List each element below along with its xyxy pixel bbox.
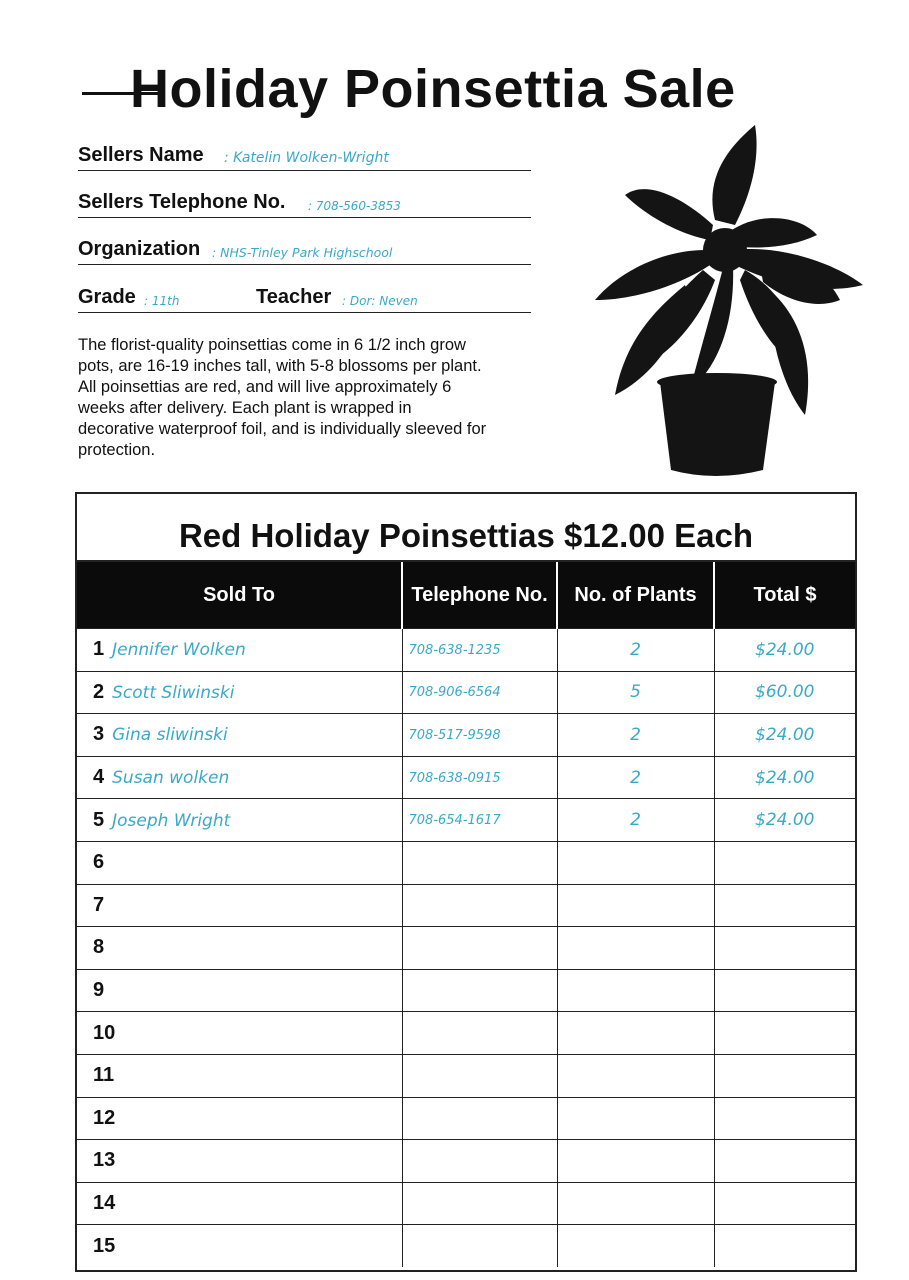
plants-value: 2 (630, 767, 641, 788)
telephone-value (403, 898, 409, 913)
total-cell[interactable] (714, 969, 855, 1012)
sold-to-value: Gina sliwinski (112, 725, 228, 746)
row-number: 10 (93, 1021, 116, 1044)
grade-label: Grade (78, 286, 136, 308)
sold-to-cell[interactable] (77, 629, 402, 672)
poinsettia-plant-icon (585, 120, 865, 480)
total-cell[interactable] (714, 927, 855, 970)
total-value: $24.00 (755, 810, 815, 831)
product-description: The florist-quality poinsettias come in 6 1/2 inch grow pots, are 16-19 inches tall, with 5-8 blossoms per plant. All poinsettias are red, and will live approximately 6 weeks after delivery. Each plant is wrapped in decorative waterproof foil, and is individually sleeved for protection. (78, 336, 487, 459)
table-row (77, 1097, 855, 1140)
plants-cell[interactable] (557, 756, 714, 799)
telephone-value (403, 1069, 409, 1084)
plants-cell[interactable] (557, 1182, 714, 1225)
row-number: 1 (93, 638, 105, 661)
plants-cell[interactable] (557, 927, 714, 970)
row-number: 6 (93, 851, 105, 874)
sold-to-cell[interactable] (77, 671, 402, 714)
row-number: 13 (93, 1149, 116, 1172)
plants-cell[interactable] (557, 671, 714, 714)
sold-to-cell[interactable] (77, 1182, 402, 1225)
teacher-value: : Dor: Neven (342, 294, 418, 308)
telephone-value: 708-654-1617 (408, 813, 501, 829)
plants-cell[interactable] (557, 1054, 714, 1097)
telephone-cell[interactable] (402, 799, 557, 842)
plants-cell[interactable] (557, 629, 714, 672)
page-title: Holiday Poinsettia Sale (130, 59, 736, 119)
plants-cell[interactable] (557, 1225, 714, 1267)
row-number: 7 (93, 893, 105, 916)
table-row (77, 799, 855, 842)
table-row (77, 671, 855, 714)
column-header-total: Total $ (714, 562, 855, 629)
row-number: 15 (93, 1234, 116, 1257)
telephone-value (403, 941, 409, 956)
sold-to-cell[interactable] (77, 1054, 402, 1097)
table-row (77, 756, 855, 799)
sold-to-value: Joseph Wright (112, 810, 231, 831)
row-number: 8 (93, 936, 105, 959)
row-number: 2 (93, 680, 105, 703)
telephone-cell[interactable] (402, 671, 557, 714)
table-row (77, 1054, 855, 1097)
total-value: $24.00 (755, 724, 815, 745)
total-cell[interactable] (714, 799, 855, 842)
telephone-cell[interactable] (402, 1182, 557, 1225)
order-table (77, 562, 855, 1267)
telephone-cell[interactable] (402, 969, 557, 1012)
sold-to-value: Jennifer Wolken (112, 640, 246, 661)
total-cell[interactable] (714, 756, 855, 799)
table-row (77, 927, 855, 970)
total-cell[interactable] (714, 1140, 855, 1183)
total-cell[interactable] (714, 841, 855, 884)
total-cell[interactable] (714, 1097, 855, 1140)
total-cell[interactable] (714, 1012, 855, 1055)
order-sheet-title: Red Holiday Poinsettias $12.00 Each (77, 494, 855, 562)
grade-value: : 11th (144, 294, 180, 308)
sellers-name-label: Sellers Name (78, 144, 204, 166)
plants-cell[interactable] (557, 714, 714, 757)
telephone-value (403, 1239, 409, 1254)
telephone-value (403, 1111, 409, 1126)
telephone-cell[interactable] (402, 1140, 557, 1183)
total-cell[interactable] (714, 629, 855, 672)
telephone-value: 708-638-1235 (408, 642, 501, 658)
total-cell[interactable] (714, 1182, 855, 1225)
table-row (77, 714, 855, 757)
table-row (77, 969, 855, 1012)
sold-to-cell[interactable] (77, 841, 402, 884)
telephone-value (403, 1154, 409, 1169)
plants-cell[interactable] (557, 1012, 714, 1055)
grade-teacher-field[interactable] (78, 282, 531, 313)
row-number: 12 (93, 1106, 116, 1129)
telephone-cell[interactable] (402, 629, 557, 672)
total-cell[interactable] (714, 884, 855, 927)
table-row (77, 1012, 855, 1055)
total-value: $24.00 (755, 767, 815, 788)
total-cell[interactable] (714, 714, 855, 757)
column-header-sold-to: Sold To (77, 562, 402, 629)
telephone-value: 708-517-9598 (408, 727, 501, 743)
plants-cell[interactable] (557, 1097, 714, 1140)
sellers-telephone-field[interactable] (78, 187, 531, 218)
table-row (77, 884, 855, 927)
telephone-cell[interactable] (402, 927, 557, 970)
telephone-cell[interactable] (402, 884, 557, 927)
total-cell[interactable] (714, 1054, 855, 1097)
column-header-telephone: Telephone No. (402, 562, 557, 629)
sold-to-value: Susan wolken (112, 768, 230, 789)
plants-cell[interactable] (557, 969, 714, 1012)
plants-value: 5 (630, 682, 641, 703)
plants-value: 2 (630, 810, 641, 831)
sold-to-cell[interactable] (77, 884, 402, 927)
table-row (77, 1182, 855, 1225)
sold-to-cell[interactable] (77, 799, 402, 842)
plants-cell[interactable] (557, 1140, 714, 1183)
table-row (77, 1140, 855, 1183)
organization-label: Organization (78, 238, 201, 260)
telephone-value (403, 1026, 409, 1041)
plants-cell[interactable] (557, 799, 714, 842)
row-number: 11 (93, 1064, 115, 1087)
row-number: 3 (93, 723, 105, 746)
sellers-name-field[interactable] (78, 140, 531, 171)
sellers-name-value: : Katelin Wolken-Wright (224, 150, 389, 166)
sold-to-cell[interactable] (77, 756, 402, 799)
teacher-label: Teacher (256, 286, 332, 308)
order-sheet (75, 492, 857, 1272)
telephone-value (403, 984, 409, 999)
sold-to-cell[interactable] (77, 969, 402, 1012)
telephone-value: 708-906-6564 (408, 685, 501, 701)
sold-to-cell[interactable] (77, 1097, 402, 1140)
total-value: $60.00 (755, 682, 815, 703)
sold-to-cell[interactable] (77, 1140, 402, 1183)
sold-to-cell[interactable] (77, 1012, 402, 1055)
telephone-cell[interactable] (402, 1012, 557, 1055)
sellers-telephone-value: : 708-560-3853 (308, 199, 401, 213)
plants-value: 2 (630, 639, 641, 660)
total-cell[interactable] (714, 671, 855, 714)
telephone-cell[interactable] (402, 1225, 557, 1267)
plants-cell[interactable] (557, 841, 714, 884)
sellers-telephone-label: Sellers Telephone No. (78, 191, 286, 213)
table-row (77, 841, 855, 884)
plants-value: 2 (630, 724, 641, 745)
sold-to-value: Scott Sliwinski (112, 682, 235, 703)
plants-cell[interactable] (557, 884, 714, 927)
organization-value: : NHS-Tinley Park Highschool (212, 245, 393, 260)
organization-field[interactable] (78, 234, 531, 265)
row-number: 5 (93, 808, 105, 831)
telephone-value: 708-638-0915 (408, 770, 501, 786)
table-row (77, 1225, 855, 1267)
telephone-cell[interactable] (402, 756, 557, 799)
column-header-plants: No. of Plants (557, 562, 714, 629)
telephone-cell[interactable] (402, 1054, 557, 1097)
sold-to-cell[interactable] (77, 714, 402, 757)
table-row (77, 629, 855, 672)
telephone-cell[interactable] (402, 1097, 557, 1140)
sold-to-cell[interactable] (77, 1225, 402, 1267)
telephone-value (403, 856, 409, 871)
telephone-cell[interactable] (402, 841, 557, 884)
sold-to-cell[interactable] (77, 927, 402, 970)
telephone-value (403, 1197, 409, 1212)
total-cell[interactable] (714, 1225, 855, 1267)
row-number: 9 (93, 979, 105, 1002)
row-number: 4 (93, 766, 105, 789)
row-number: 14 (93, 1192, 116, 1215)
total-value: $24.00 (755, 639, 815, 660)
telephone-cell[interactable] (402, 714, 557, 757)
